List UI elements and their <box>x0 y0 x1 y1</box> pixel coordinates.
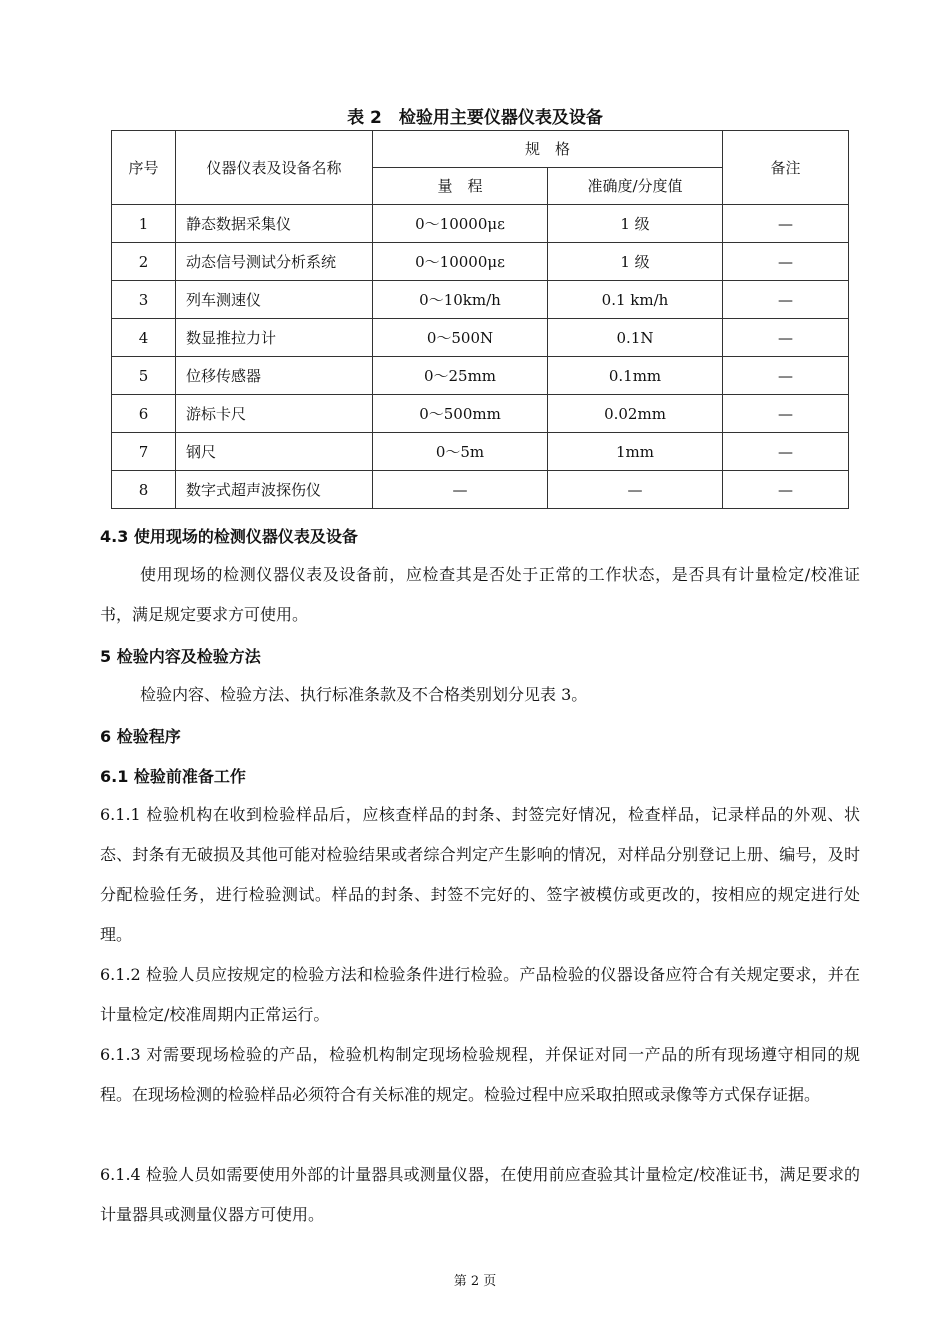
table-header-row <box>112 131 849 168</box>
header-name: 仪器仪表及设备名称 <box>176 131 373 205</box>
paragraph-6-1-1: 6.1.1 检验机构在收到检验样品后，应核查样品的封条、封签完好情况，检查样品，记录样品的外观、状态、封条有无破损及其他可能对检验结果或者综合判定产生影响的情况，对样品分别登记上册、编号，及时分配检验任务，进行检验测试。样品的封条、封签不完好的、签字被模仿或更改的，按相应的规定进行处理。 <box>100 805 860 944</box>
paragraph-6-1-3: 6.1.3 对需要现场检验的产品，检验机构制定现场检验规程，并保证对同一产品的所有现场遵守相同的规程。在现场检测的检验样品必须符合有关标准的规定。检验过程中应采取拍照或录像等方式保存证据。 <box>100 1045 860 1104</box>
paragraph-6-1-4: 6.1.4 检验人员如需要使用外部的计量器具或测量仪器，在使用前应查验其计量检定/校准证书，满足要求的计量器具或测量仪器方可使用。 <box>100 1165 860 1224</box>
cell-accuracy: 0.02mm <box>548 395 723 433</box>
cell-name: 位移传感器 <box>176 357 373 395</box>
header-range: 量 程 <box>373 168 548 205</box>
table-row <box>112 357 849 395</box>
cell-range: 0～10000με <box>373 205 548 243</box>
table-row <box>112 243 849 281</box>
cell-accuracy: 0.1N <box>548 319 723 357</box>
cell-accuracy: 0.1mm <box>548 357 723 395</box>
cell-range: 0～5m <box>373 433 548 471</box>
table-row <box>112 433 849 471</box>
cell-note: — <box>723 281 849 319</box>
instrument-table <box>111 130 849 509</box>
header-spec: 规 格 <box>373 131 723 168</box>
table-row <box>112 319 849 357</box>
table-row <box>112 281 849 319</box>
cell-name: 游标卡尺 <box>176 395 373 433</box>
cell-seq: 4 <box>112 319 176 357</box>
table-row <box>112 205 849 243</box>
cell-seq: 7 <box>112 433 176 471</box>
cell-range: — <box>373 471 548 509</box>
section-5-text: 检验内容、检验方法、执行标准条款及不合格类别划分见表 3。 <box>140 685 588 704</box>
cell-range: 0～25mm <box>373 357 548 395</box>
cell-range: 0～500mm <box>373 395 548 433</box>
cell-seq: 2 <box>112 243 176 281</box>
cell-note: — <box>723 319 849 357</box>
cell-range: 0～500N <box>373 319 548 357</box>
cell-seq: 5 <box>112 357 176 395</box>
table-row <box>112 395 849 433</box>
cell-accuracy: — <box>548 471 723 509</box>
cell-accuracy: 0.1 km/h <box>548 281 723 319</box>
section-4-3-text: 使用现场的检测仪器仪表及设备前，应检查其是否处于正常的工作状态，是否具有计量检定/校准证书，满足规定要求方可使用。 <box>100 565 860 624</box>
cell-name: 动态信号测试分析系统 <box>176 243 373 281</box>
cell-accuracy: 1 级 <box>548 243 723 281</box>
cell-seq: 6 <box>112 395 176 433</box>
header-seq: 序号 <box>112 131 176 205</box>
table-caption: 表 2 检验用主要仪器仪表及设备 <box>347 108 603 128</box>
cell-note: — <box>723 471 849 509</box>
cell-note: — <box>723 205 849 243</box>
cell-name: 列车测速仪 <box>176 281 373 319</box>
cell-note: — <box>723 357 849 395</box>
cell-name: 钢尺 <box>176 433 373 471</box>
cell-name: 静态数据采集仪 <box>176 205 373 243</box>
paragraph-6-1-2: 6.1.2 检验人员应按规定的检验方法和检验条件进行检验。产品检验的仪器设备应符合有关规定要求，并在计量检定/校准周期内正常运行。 <box>100 965 860 1024</box>
header-note: 备注 <box>723 131 849 205</box>
section-4-3-heading: 4.3 使用现场的检测仪器仪表及设备 <box>100 527 358 546</box>
cell-name: 数字式超声波探伤仪 <box>176 471 373 509</box>
cell-seq: 8 <box>112 471 176 509</box>
cell-seq: 1 <box>112 205 176 243</box>
section-6-1-heading: 6.1 检验前准备工作 <box>100 767 246 786</box>
cell-range: 0～10km/h <box>373 281 548 319</box>
cell-note: — <box>723 433 849 471</box>
cell-accuracy: 1mm <box>548 433 723 471</box>
section-6-heading: 6 检验程序 <box>100 727 181 746</box>
table-row <box>112 471 849 509</box>
cell-range: 0～10000με <box>373 243 548 281</box>
cell-accuracy: 1 级 <box>548 205 723 243</box>
cell-seq: 3 <box>112 281 176 319</box>
section-5-heading: 5 检验内容及检验方法 <box>100 647 261 666</box>
header-accuracy: 准确度/分度值 <box>548 168 723 205</box>
cell-note: — <box>723 395 849 433</box>
page-number: 第 2 页 <box>453 1274 497 1289</box>
cell-note: — <box>723 243 849 281</box>
cell-name: 数显推拉力计 <box>176 319 373 357</box>
